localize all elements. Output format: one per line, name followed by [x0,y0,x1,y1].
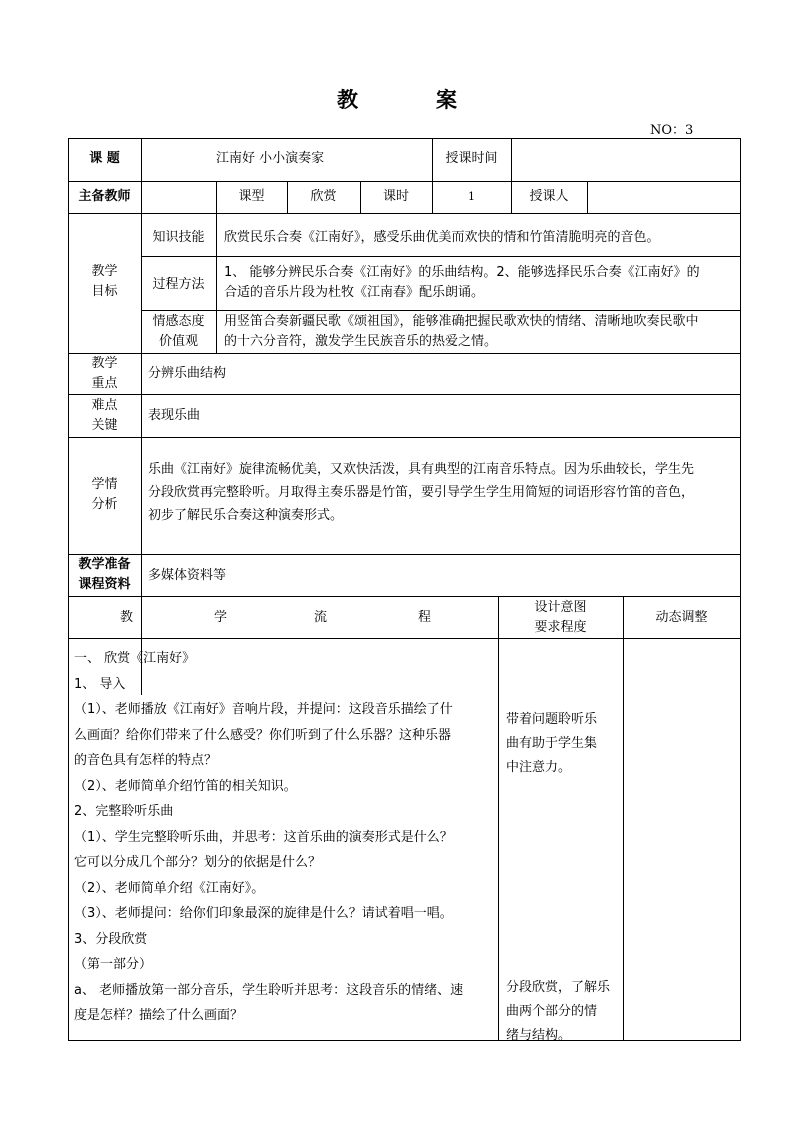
process-line: （1）、老师播放《江南好》音响片段，并提问：这段音乐描绘了什 [74,702,453,717]
process-line: （3）、老师提问：给你们印象最深的旋律是什么？请试着唱一唱。 [74,906,453,921]
analysis-text: 乐曲《江南好》旋律流畅优美，又欢快活泼，具有典型的江南音乐特点。因为乐曲较长，学生先 分段欣赏再完整聆听。月取得主奏乐器是竹笛，要引导学生学生用简短的词语形容竹笛的音色， 初步了解民乐合奏这种演奏形式。 [148,462,695,523]
flow-char-2: 学 [214,610,228,625]
goal-knowledge-text: 欣赏民乐合奏《江南好》，感受乐曲优美而欢快的情和竹笛清脆明亮的音色。 [224,230,660,245]
difficulty-label: 难点 关键 [91,398,118,433]
goal-knowledge-label: 知识技能 [152,230,205,245]
design-note-1: 带着问题聆听乐 曲有助于学生集 中注意力。 [506,712,598,775]
adjust-header: 动态调整 [655,610,708,625]
process-line: （2）、老师简单介绍竹笛的相关知识。 [74,778,297,794]
teacher-label: 主备教师 [78,189,131,204]
process-line: 2、完整聆听乐曲 [74,804,174,819]
time-value[interactable] [512,139,740,181]
process-line: 一、 欣赏《江南好》 [74,651,196,666]
flow-char-4: 程 [418,610,432,625]
topic-value: 江南好 小小演奏家 [216,151,325,166]
goal-emotion-text: 用竖笛合奏新疆民歌《颂祖国》，能够准确把握民歌欢快的情绪、清晰地吹奏民歌中 的十六分音符，激发学生民族音乐的热爱之情。 [224,314,699,349]
process-line: 的音色具有怎样的特点？ [74,753,218,768]
design-intent-header: 设计意图 要求程度 [534,600,587,635]
process-line: 1、 导入 [74,676,126,692]
goals-label: 教学 目标 [91,264,118,299]
process-line: 么画面？给你们带来了什么感受？你们听到了什么乐器？这种乐器 [74,727,452,743]
analysis-label: 学情 分析 [91,477,118,512]
hours-value: 1 [468,190,475,203]
focus-value: 分辨乐曲结构 [148,366,227,381]
goal-emotion-label: 情感态度 价值观 [152,314,205,349]
type-value: 欣赏 [310,189,337,204]
process-line: （1）、学生完整聆听乐曲，并思考：这首乐曲的演奏形式是什么？ [74,829,453,845]
prep-label: 教学准备 课程资料 [78,557,131,592]
flow-char-3: 流 [314,610,328,625]
process-line: 度是怎样？描绘了什么画面？ [74,1008,244,1023]
title-char-1: 教 [337,88,358,112]
hours-label: 课时 [382,189,409,204]
process-line: （第一部分） [74,957,153,972]
process-steps [74,646,496,1029]
process-line: （2）、老师简单介绍《江南好》。 [74,880,265,896]
flow-char-1: 教 [120,610,134,625]
prep-value: 多媒体资料等 [148,568,227,583]
process-line: a、 老师播放第一部分音乐，学生聆听并思考：这段音乐的情绪、速 [74,982,464,998]
topic-label: 课 题 [89,151,120,166]
document-title [0,84,794,114]
goal-process-label: 过程方法 [152,277,205,292]
process-line: 它可以分成几个部分？划分的依据是什么？ [74,855,322,870]
document-number: NO：3 [650,123,694,138]
difficulty-value: 表现乐曲 [148,408,201,423]
design-note-2: 分段欣赏，了解乐 曲两个部分的情 绪与结构。 [506,980,611,1043]
time-label: 授课时间 [445,151,498,166]
process-line: 3、分段欣赏 [74,931,148,947]
lecturer-label: 授课人 [529,189,569,204]
type-label: 课型 [238,189,265,204]
goal-process-text: 1、 能够分辨民乐合奏《江南好》的乐曲结构。2、能够选择民乐合奏《江南好》的 合适的音乐片段为杜牧《江南春》配乐朗诵。 [224,265,700,300]
lesson-plan-table [68,138,741,1041]
title-char-2: 案 [436,88,457,112]
focus-label: 教学 重点 [91,356,118,391]
